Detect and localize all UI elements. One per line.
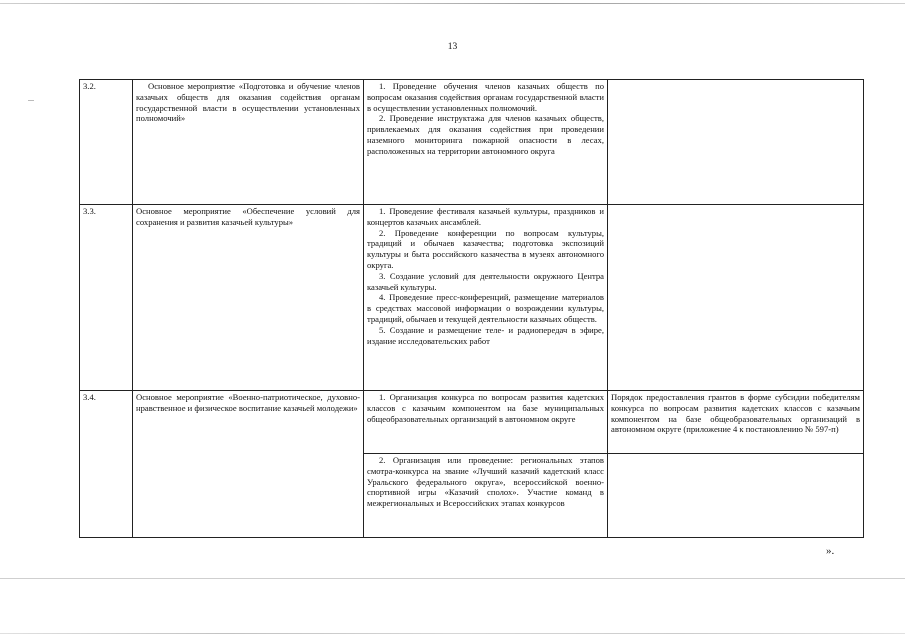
- activity-item: 2. Проведение инструктажа для членов казачьих обществ, привлекаемых для оказания содействия при проведении наземного мониторинга пожарной опасности в лесах, расположенных на территории автономного округа: [367, 113, 604, 156]
- measure-name-text: Основное мероприятие «Военно-патриотическое, духовно-нравственное и физическое воспитание казачьей молодежи»: [136, 392, 360, 413]
- activity-item: 1. Проведение фестиваля казачьей культуры, праздников и концертов казачьих ансамблей.: [367, 206, 604, 227]
- measure-name-text: Основное мероприятие «Подготовка и обучение членов казачьих обществ для оказания содействия органам государственной власти в осуществлении установленных полномочий»: [136, 81, 360, 124]
- page-number: 13: [447, 42, 458, 52]
- regulatory-document: [608, 80, 864, 205]
- row-number: 3.4.: [80, 391, 133, 538]
- measure-name: [133, 80, 364, 205]
- measure-activities: [364, 205, 608, 391]
- measure-name: [133, 205, 364, 391]
- regulatory-document: [608, 205, 864, 391]
- measure-activities: [364, 454, 608, 538]
- table-row: [80, 205, 864, 391]
- regulatory-document: [608, 454, 864, 538]
- activity-item: 1. Организация конкурса по вопросам развития кадетских классов с казачьим компонентом на базе муниципальных общеобразовательных организаций в автономном округе: [367, 392, 604, 424]
- activity-item: 5. Создание и размещение теле- и радиопередач в эфире, издание исследовательских работ: [367, 324, 604, 346]
- measures-table: [79, 79, 864, 538]
- scan-edge-bottom-lower: [0, 633, 905, 634]
- regulatory-document: [608, 391, 864, 454]
- row-number: 3.2.: [80, 80, 133, 205]
- activity-item: 3. Создание условий для деятельности окружного Центра казачьей культуры.: [367, 270, 604, 292]
- activity-item: 4. Проведение пресс-конференций, размещение материалов в средствах массовой информации о возрождении культуры, традиций, обычаев и текущей деятельности казачьих обществ.: [367, 292, 604, 324]
- activity-item: 2. Организация или проведение: региональных этапов смотра-конкурса на звание «Лучший казачий кадетский класс Уральского федерального округа», всероссийской военно-спортивной игры «Казачий сполох». Участие команд в межрегиональных и Всероссийских этапах конкурсов: [367, 455, 604, 509]
- scan-edge-bottom: [0, 578, 905, 579]
- row-number: 3.3.: [80, 205, 133, 391]
- regulatory-document-text: Порядок предоставления грантов в форме субсидии победителям конкурса по вопросам развития кадетских классов с казачьим компонентом на базе общеобразовательных организаций в автономном округе (приложение 4 к постановлению № 597-п): [611, 392, 860, 435]
- activity-item: 2. Проведение конференции по вопросам культуры, традиций и обычаев казачества; подготовка экспозиций культуры и быта российского казачества в музеях автономного округа.: [367, 227, 604, 270]
- closing-quote-mark: ».: [826, 545, 835, 557]
- table-row: [80, 391, 864, 454]
- table-row: [80, 80, 864, 205]
- measure-name: [133, 391, 364, 538]
- activity-item: 1. Проведение обучения членов казачьих обществ по вопросам оказания содействия органам государственной власти в осуществлении установленных полномочий.: [367, 81, 604, 113]
- scan-margin-mark: [28, 100, 34, 101]
- scan-edge-top: [0, 3, 905, 4]
- measure-activities: [364, 80, 608, 205]
- measure-activities: [364, 391, 608, 454]
- measure-name-text: Основное мероприятие «Обеспечение условий для сохранения и развития казачьей культуры»: [136, 206, 360, 227]
